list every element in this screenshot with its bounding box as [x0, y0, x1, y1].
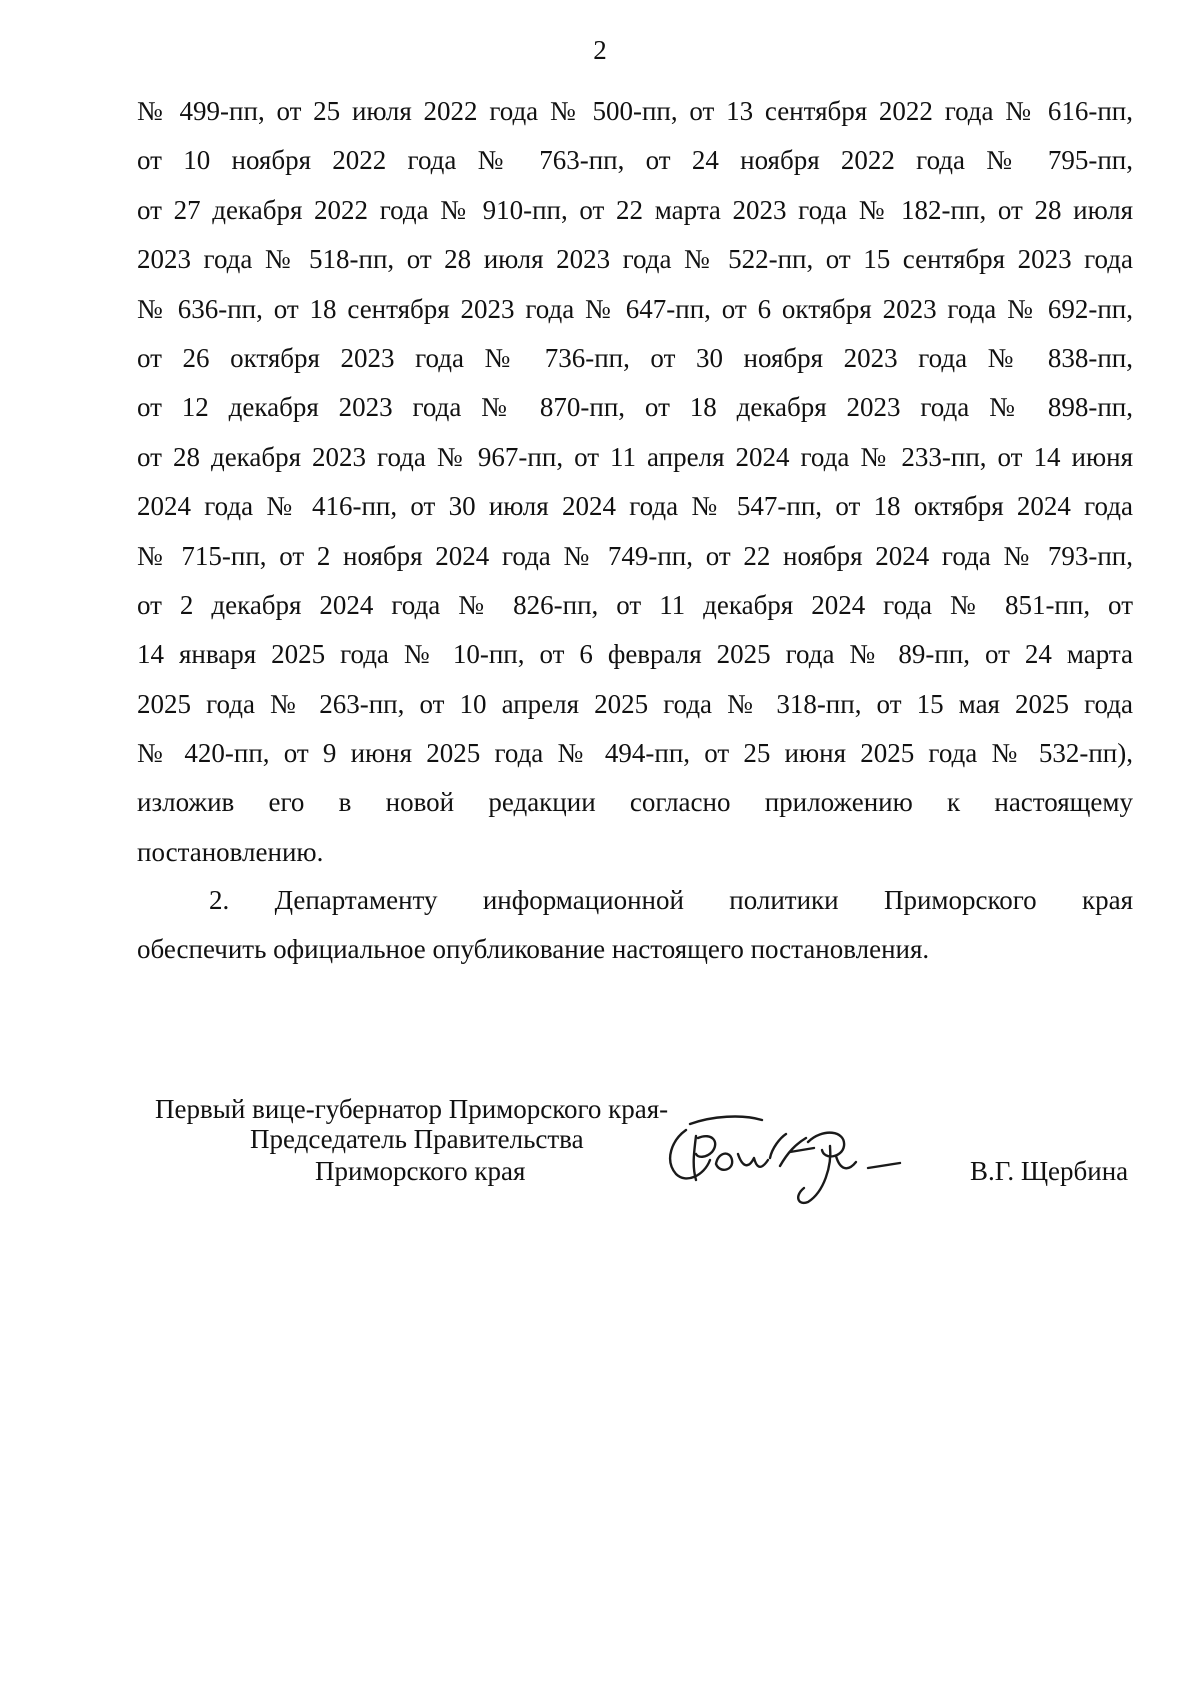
text-line: 2024 года № 416-пп, от 30 июля 2024 года № 547-пп, от 18 октября 2024 года — [137, 491, 1133, 522]
text-line: от 2 декабря 2024 года № 826-пп, от 11 декабря 2024 года № 851-пп, от — [137, 589, 1133, 620]
signatory-title-line: Приморского края — [315, 1156, 526, 1186]
text-line: от 27 декабря 2022 года № 910-пп, от 22 марта 2023 года № 182-пп, от 28 июля — [137, 194, 1133, 225]
text-line: от 28 декабря 2023 года № 967-пп, от 11 апреля 2024 года № 233-пп, от 14 июня — [137, 441, 1133, 472]
text-line: 2023 года № 518-пп, от 28 июля 2023 года № 522-пп, от 15 сентября 2023 года — [137, 244, 1133, 275]
text-line: обеспечить официальное опубликование настоящего постановления. — [137, 934, 930, 965]
signatory-title-line: Председатель Правительства — [250, 1124, 584, 1154]
text-line: 14 января 2025 года № 10-пп, от 6 февраля 2025 года № 89-пп, от 24 марта — [137, 639, 1133, 670]
text-line: № 420-пп, от 9 июня 2025 года № 494-пп, от 25 июня 2025 года № 532-пп), — [137, 738, 1133, 769]
text-line: № 715-пп, от 2 ноября 2024 года № 749-пп, от 22 ноября 2024 года № 793-пп, — [137, 540, 1133, 571]
signer-name: В.Г. Щербина — [970, 1156, 1129, 1186]
text-line: № 636-пп, от 18 сентября 2023 года № 647-пп, от 6 октября 2023 года № 692-пп, — [137, 293, 1133, 324]
body-paragraph-1 — [137, 87, 1133, 877]
text-line: № 499-пп, от 25 июля 2022 года № 500-пп, от 13 сентября 2022 года № 616-пп, — [137, 96, 1133, 126]
signatory-title-line: Первый вице-губернатор Приморского края- — [155, 1094, 669, 1124]
text-line: 2025 года № 263-пп, от 10 апреля 2025 года № 318-пп, от 15 мая 2025 года — [137, 688, 1133, 719]
text-line: от 10 ноября 2022 года № 763-пп, от 24 ноября 2022 года № 795-пп, — [137, 145, 1133, 176]
handwritten-signature — [658, 1108, 948, 1218]
text-line: постановлению. — [137, 836, 324, 867]
text-line: изложив его в новой редакции согласно приложению к настоящему — [137, 787, 1133, 818]
page-number: 2 — [593, 35, 607, 65]
text-line: 2. Департаменту информационной политики Приморского края — [209, 885, 1133, 915]
text-line: от 26 октября 2023 года № 736-пп, от 30 ноября 2023 года № 838-пп, — [137, 342, 1133, 373]
body-paragraph-2 — [137, 876, 1133, 975]
text-line: от 12 декабря 2023 года № 870-пп, от 18 декабря 2023 года № 898-пп, — [137, 392, 1133, 423]
